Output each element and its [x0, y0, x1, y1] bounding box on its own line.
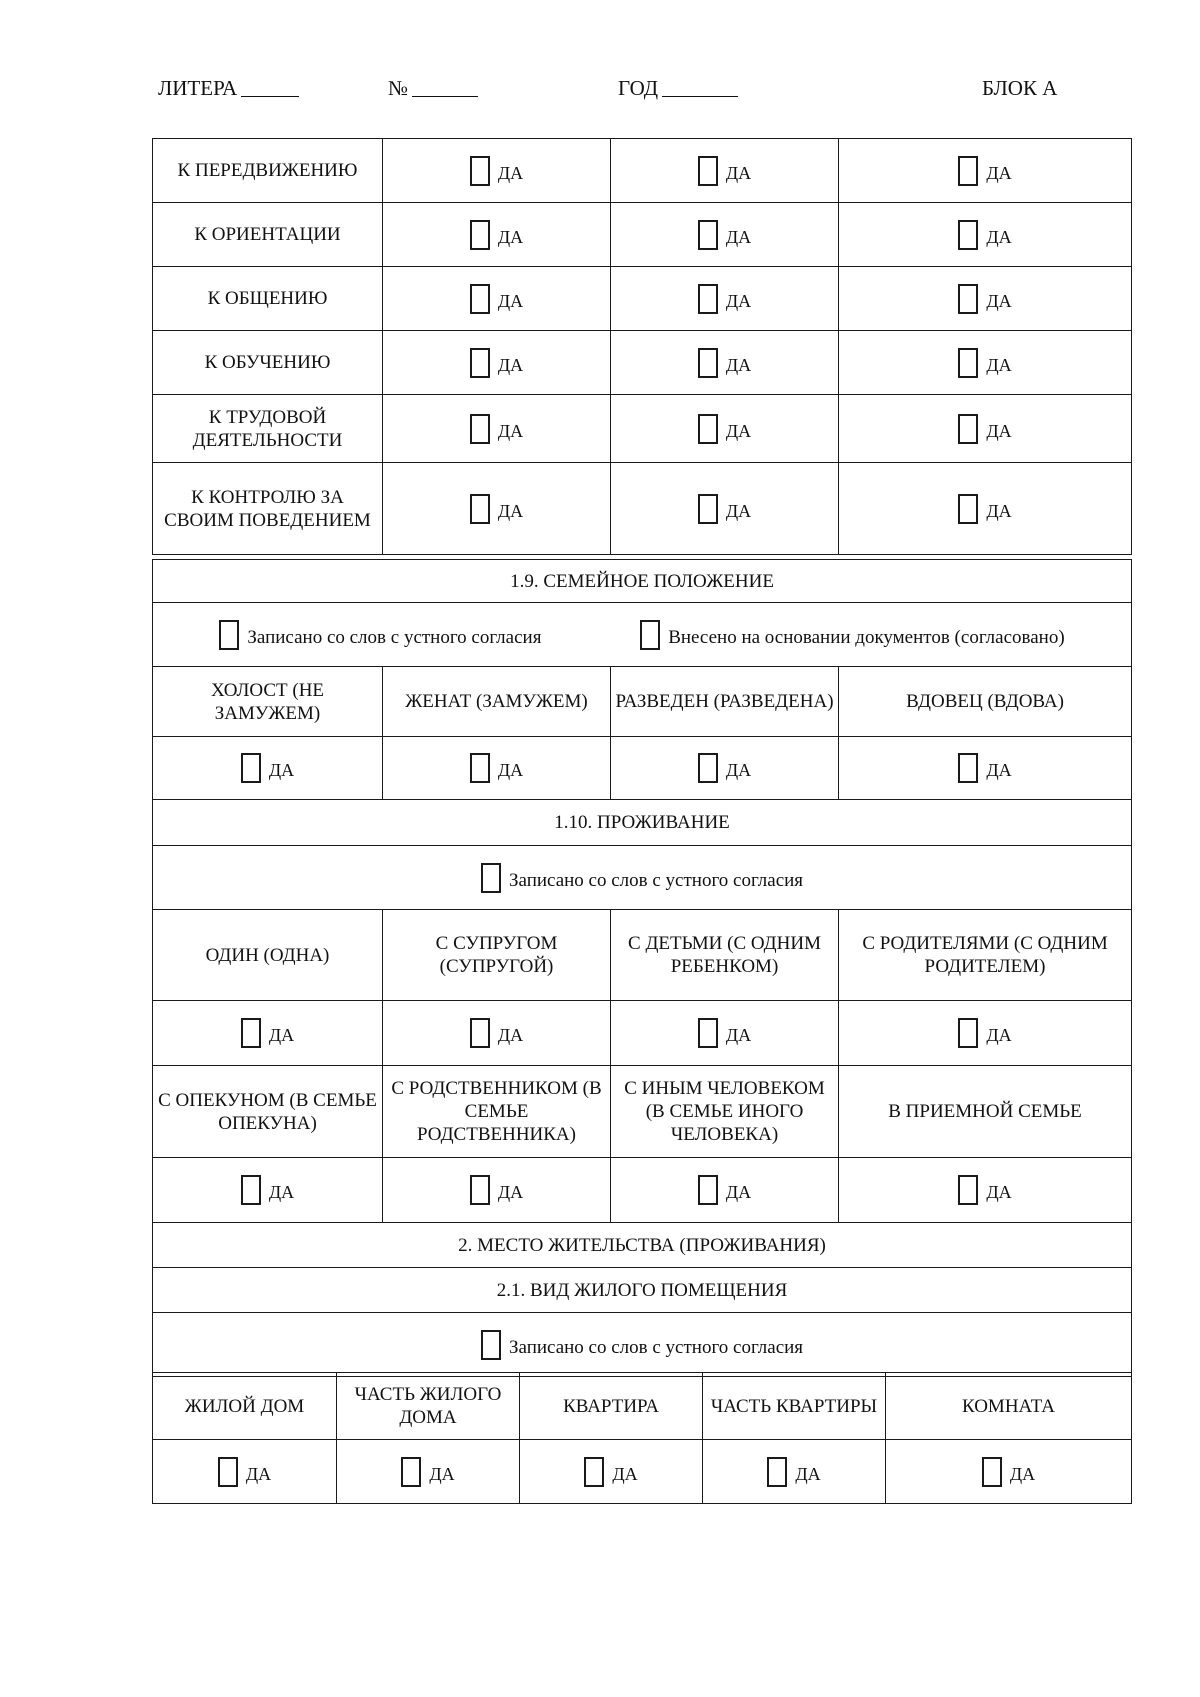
- table-row: [153, 667, 1132, 737]
- yes-label: ДА: [497, 1025, 524, 1045]
- yes-label: ДА: [725, 760, 752, 780]
- yes-label: ДА: [986, 420, 1012, 441]
- limitations-table: [152, 138, 1132, 555]
- yes-cell: [383, 1158, 611, 1223]
- checkbox[interactable]: [958, 753, 978, 783]
- yes-cell: [611, 331, 839, 395]
- residence-section-title: 2. МЕСТО ЖИТЕЛЬСТВА (ПРОЖИВАНИЯ): [153, 1223, 1132, 1268]
- yes-cell: [383, 331, 611, 395]
- number-label: №: [388, 76, 409, 100]
- checkbox[interactable]: [958, 220, 978, 250]
- checkbox[interactable]: [584, 1457, 604, 1487]
- checkbox[interactable]: [958, 1175, 978, 1205]
- year-blank[interactable]: [662, 78, 738, 97]
- yes-cell: [383, 395, 611, 463]
- dwelling-option-label: КОМНАТА: [886, 1373, 1132, 1440]
- yes-label: ДА: [986, 162, 1012, 183]
- yes-label: ДА: [497, 290, 524, 311]
- checkbox[interactable]: [698, 348, 718, 378]
- checkbox[interactable]: [958, 414, 978, 444]
- yes-cell: [839, 267, 1132, 331]
- year-field: [618, 76, 738, 101]
- residence-oral-label: Записано со слов с устного согласия: [509, 1336, 804, 1358]
- yes-cell: [383, 737, 611, 800]
- checkbox[interactable]: [640, 620, 660, 650]
- living-option-label: С СУПРУГОМ (СУПРУГОЙ): [383, 910, 611, 1001]
- family-option-label: ВДОВЕЦ (ВДОВА): [839, 667, 1132, 737]
- checkbox[interactable]: [241, 753, 261, 783]
- yes-cell: [611, 139, 839, 203]
- yes-cell: [839, 139, 1132, 203]
- yes-label: ДА: [497, 162, 524, 183]
- yes-label: ДА: [986, 1182, 1012, 1202]
- yes-label: ДА: [986, 500, 1012, 521]
- table-row: [153, 1158, 1132, 1223]
- section-row: [153, 800, 1132, 846]
- dwelling-option-label: ЖИЛОЙ ДОМ: [153, 1373, 337, 1440]
- family-docs-option: [640, 620, 1064, 650]
- year-label: ГОД: [618, 76, 659, 100]
- checkbox[interactable]: [241, 1018, 261, 1048]
- table-row: [153, 267, 1132, 331]
- yes-label: ДА: [725, 290, 752, 311]
- family-oral-label: Записано со слов с устного согласия: [247, 626, 542, 648]
- yes-label: ДА: [986, 290, 1012, 311]
- family-oral-option: [219, 620, 541, 650]
- checkbox[interactable]: [481, 1330, 501, 1360]
- yes-cell: [383, 1001, 611, 1066]
- yes-label: ДА: [986, 760, 1012, 780]
- limitation-label: К ОБУЧЕНИЮ: [153, 331, 383, 395]
- note-row: [153, 846, 1132, 910]
- living-option-label: С РОДИТЕЛЯМИ (С ОДНИМ РОДИТЕЛЕМ): [839, 910, 1132, 1001]
- yes-label: ДА: [725, 420, 752, 441]
- dwelling-option-label: КВАРТИРА: [520, 1373, 703, 1440]
- table-row: [153, 463, 1132, 555]
- checkbox[interactable]: [958, 156, 978, 186]
- checkbox[interactable]: [470, 156, 490, 186]
- litera-blank[interactable]: [241, 78, 299, 97]
- table-row: [153, 1373, 1132, 1440]
- yes-cell: [839, 1001, 1132, 1066]
- checkbox[interactable]: [481, 863, 501, 893]
- yes-label: ДА: [725, 1182, 752, 1202]
- living-option-label: С ИНЫМ ЧЕЛОВЕКОМ (В СЕМЬЕ ИНОГО ЧЕЛОВЕКА): [611, 1066, 839, 1158]
- yes-label: ДА: [429, 1463, 455, 1484]
- living-option-label: ОДИН (ОДНА): [153, 910, 383, 1001]
- checkbox[interactable]: [241, 1175, 261, 1205]
- living-option-label: С РОДСТВЕННИКОМ (В СЕМЬЕ РОДСТВЕННИКА): [383, 1066, 611, 1158]
- checkbox[interactable]: [958, 1018, 978, 1048]
- table-row: [153, 910, 1132, 1001]
- yes-label: ДА: [986, 1025, 1012, 1045]
- yes-label: ДА: [725, 226, 752, 247]
- number-field: [388, 76, 478, 101]
- yes-cell: [153, 1001, 383, 1066]
- yes-cell: [611, 1001, 839, 1066]
- yes-cell: [611, 395, 839, 463]
- checkbox[interactable]: [982, 1457, 1002, 1487]
- table-row: [153, 1440, 1132, 1504]
- dwelling-option-label: ЧАСТЬ КВАРТИРЫ: [703, 1373, 886, 1440]
- yes-label: ДА: [795, 1463, 821, 1484]
- table-row: [153, 139, 1132, 203]
- checkbox[interactable]: [470, 348, 490, 378]
- yes-cell: [383, 463, 611, 555]
- table-row: [153, 395, 1132, 463]
- form-header: [0, 76, 1200, 116]
- checkbox[interactable]: [470, 284, 490, 314]
- yes-label: ДА: [725, 354, 752, 375]
- checkbox[interactable]: [470, 1175, 490, 1205]
- checkbox[interactable]: [698, 156, 718, 186]
- family-living-table: [152, 559, 1132, 1377]
- yes-label: ДА: [725, 500, 752, 521]
- yes-label: ДА: [986, 354, 1012, 375]
- yes-cell: [886, 1440, 1132, 1504]
- checkbox[interactable]: [958, 348, 978, 378]
- yes-cell: [839, 463, 1132, 555]
- checkbox[interactable]: [470, 220, 490, 250]
- checkbox[interactable]: [958, 284, 978, 314]
- yes-cell: [839, 331, 1132, 395]
- table-row: [153, 1066, 1132, 1158]
- yes-label: ДА: [612, 1463, 638, 1484]
- number-blank[interactable]: [412, 78, 478, 97]
- note-row: [153, 1313, 1132, 1377]
- living-option-label: В ПРИЕМНОЙ СЕМЬЕ: [839, 1066, 1132, 1158]
- living-option-label: С ОПЕКУНОМ (В СЕМЬЕ ОПЕКУНА): [153, 1066, 383, 1158]
- yes-cell: [611, 1158, 839, 1223]
- dwelling-table: [152, 1372, 1132, 1504]
- checkbox[interactable]: [958, 494, 978, 524]
- checkbox[interactable]: [698, 1175, 718, 1205]
- yes-cell: [839, 1158, 1132, 1223]
- yes-label: ДА: [497, 420, 524, 441]
- section-row: [153, 560, 1132, 603]
- litera-field: [158, 76, 299, 101]
- residence-subsection-title: 2.1. ВИД ЖИЛОГО ПОМЕЩЕНИЯ: [153, 1268, 1132, 1313]
- checkbox[interactable]: [698, 494, 718, 524]
- checkbox[interactable]: [698, 753, 718, 783]
- checkbox[interactable]: [470, 753, 490, 783]
- yes-cell: [383, 267, 611, 331]
- family-docs-label: Внесено на основании документов (согласовано): [668, 626, 1065, 648]
- living-section-title: 1.10. ПРОЖИВАНИЕ: [153, 800, 1132, 846]
- table-row: [153, 331, 1132, 395]
- section-row: [153, 1268, 1132, 1313]
- yes-label: ДА: [725, 1025, 752, 1045]
- block-label: БЛОК А: [982, 76, 1058, 100]
- checkbox[interactable]: [698, 220, 718, 250]
- limitation-label: К ПЕРЕДВИЖЕНИЮ: [153, 139, 383, 203]
- yes-label: ДА: [245, 1463, 272, 1484]
- living-option-label: С ДЕТЬМИ (С ОДНИМ РЕБЕНКОМ): [611, 910, 839, 1001]
- checkbox[interactable]: [401, 1457, 421, 1487]
- section-row: [153, 1223, 1132, 1268]
- yes-label: ДА: [986, 226, 1012, 247]
- family-option-label: РАЗВЕДЕН (РАЗВЕДЕНА): [611, 667, 839, 737]
- limitation-label: К ОРИЕНТАЦИИ: [153, 203, 383, 267]
- yes-label: ДА: [497, 226, 524, 247]
- yes-label: ДА: [1009, 1463, 1036, 1484]
- yes-label: ДА: [497, 354, 524, 375]
- residence-note-cell: [153, 1313, 1132, 1377]
- residence-oral-option: [481, 1330, 803, 1360]
- checkbox[interactable]: [218, 1457, 238, 1487]
- checkbox[interactable]: [219, 620, 239, 650]
- living-oral-option: [481, 863, 803, 893]
- yes-cell: [703, 1440, 886, 1504]
- checkbox[interactable]: [698, 1018, 718, 1048]
- checkbox[interactable]: [470, 1018, 490, 1048]
- dwelling-option-label: ЧАСТЬ ЖИЛОГО ДОМА: [337, 1373, 520, 1440]
- yes-cell: [337, 1440, 520, 1504]
- limitation-label: К КОНТРОЛЮ ЗА СВОИМ ПОВЕДЕНИЕМ: [153, 463, 383, 555]
- checkbox[interactable]: [698, 414, 718, 444]
- yes-label: ДА: [268, 1025, 295, 1045]
- yes-cell: [520, 1440, 703, 1504]
- family-section-title: 1.9. СЕМЕЙНОЕ ПОЛОЖЕНИЕ: [153, 560, 1132, 603]
- yes-cell: [839, 395, 1132, 463]
- table-row: [153, 203, 1132, 267]
- yes-cell: [611, 203, 839, 267]
- yes-cell: [383, 203, 611, 267]
- yes-label: ДА: [725, 162, 752, 183]
- checkbox[interactable]: [470, 494, 490, 524]
- yes-cell: [153, 1440, 337, 1504]
- yes-cell: [153, 1158, 383, 1223]
- litera-label: ЛИТЕРА: [158, 76, 238, 100]
- yes-cell: [611, 267, 839, 331]
- yes-label: ДА: [497, 1182, 524, 1202]
- yes-cell: [611, 737, 839, 800]
- living-note-cell: [153, 846, 1132, 910]
- yes-cell: [839, 737, 1132, 800]
- family-option-label: ЖЕНАТ (ЗАМУЖЕМ): [383, 667, 611, 737]
- limitation-label: К ОБЩЕНИЮ: [153, 267, 383, 331]
- yes-cell: [839, 203, 1132, 267]
- checkbox[interactable]: [698, 284, 718, 314]
- yes-cell: [383, 139, 611, 203]
- table-row: [153, 1001, 1132, 1066]
- yes-label: ДА: [497, 500, 524, 521]
- note-row: [153, 603, 1132, 667]
- table-row: [153, 737, 1132, 800]
- checkbox[interactable]: [767, 1457, 787, 1487]
- family-option-label: ХОЛОСТ (НЕ ЗАМУЖЕМ): [153, 667, 383, 737]
- limitation-label: К ТРУДОВОЙ ДЕЯТЕЛЬНОСТИ: [153, 395, 383, 463]
- yes-label: ДА: [497, 760, 524, 780]
- yes-cell: [611, 463, 839, 555]
- living-oral-label: Записано со слов с устного согласия: [509, 869, 804, 891]
- yes-cell: [153, 737, 383, 800]
- checkbox[interactable]: [470, 414, 490, 444]
- family-note-cell: [153, 603, 1132, 667]
- yes-label: ДА: [268, 1182, 295, 1202]
- yes-label: ДА: [268, 760, 295, 780]
